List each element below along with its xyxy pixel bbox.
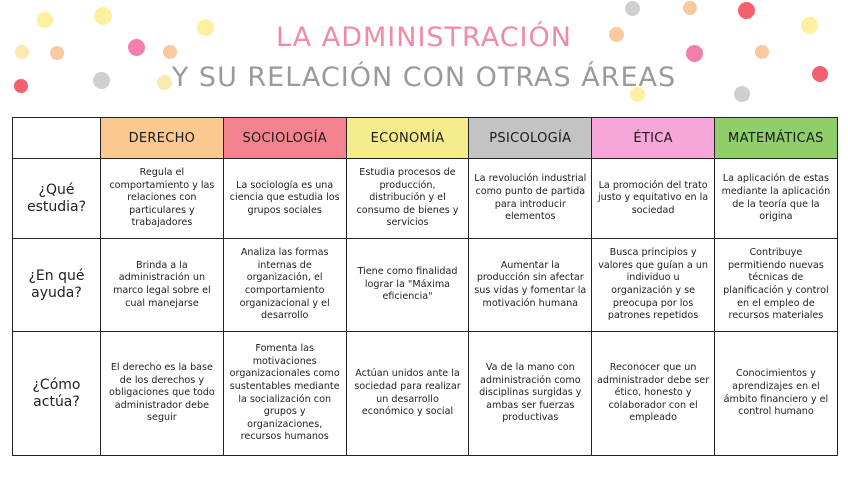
row-header-en-que-ayuda: ¿En qué ayuda? [13,239,101,332]
decor-dot [683,1,697,15]
table-cell: Estudia procesos de producción, distribución y el consumo de bienes y servicios [346,159,469,239]
table-cell: Va de la mano con administración como disciplinas surgidas y ambas ser fuerzas productivas [469,332,592,456]
column-header-matematicas: MATEMÁTICAS [714,118,837,159]
table-cell: La sociología es una ciencia que estudia los grupos sociales [223,159,346,239]
table-cell: Brinda a la administración un marco legal sobre el cual manejarse [101,239,224,332]
column-header-derecho: DERECHO [101,118,224,159]
corner-cell [13,118,101,159]
table-cell: La aplicación de estas mediante la aplicación de la teoría que la origina [714,159,837,239]
table-cell: Tiene como finalidad lograr la "Máxima eficiencia" [346,239,469,332]
table-cell: Analiza las formas internas de organización, el comportamiento organizacional y el desarrollo [223,239,346,332]
column-header-psicologia: PSICOLOGÍA [469,118,592,159]
table-cell: Fomenta las motivaciones organizacionales como sustentables mediante la socialización con grupos y organizaciones, recursos humanos [223,332,346,456]
column-header-economia: ECONOMÍA [346,118,469,159]
table-cell: La revolución industrial como punto de partida para introducir elementos [469,159,592,239]
table-cell: Reconocer que un administrador debe ser ético, honesto y colaborador con el empleado [592,332,715,456]
table-cell: El derecho es la base de los derechos y obligaciones que todo administrador debe seguir [101,332,224,456]
page-title: LA ADMINISTRACIÓN [276,22,572,53]
decor-dot [738,2,755,19]
decor-dot [625,1,640,16]
header-row [13,118,838,159]
row-header-que-estudia: ¿Qué estudia? [13,159,101,239]
table-cell: Busca principios y valores que guían a un individuo u organización y se preocupa por los patrones repetidos [592,239,715,332]
table-cell: Aumentar la producción sin afectar sus vidas y fomentar la motivación humana [469,239,592,332]
column-header-sociologia: SOCIOLOGÍA [223,118,346,159]
comparison-table [12,117,838,456]
table-row [13,159,838,239]
page-subtitle: Y SU RELACIÓN CON OTRAS ÁREAS [171,62,677,93]
table-cell: Regula el comportamiento y las relaciones con particulares y trabajadores [101,159,224,239]
table-row [13,239,838,332]
table-cell: Conocimientos y aprendizajes en el ámbito financiero y el control humano [714,332,837,456]
table-row [13,332,838,456]
row-header-como-actua: ¿Cómo actúa? [13,332,101,456]
column-header-etica: ÉTICA [592,118,715,159]
table-cell: Contribuye permitiendo nuevas técnicas de planificación y control en el empleo de recursos materiales [714,239,837,332]
table-cell: La promoción del trato justo y equitativo en la sociedad [592,159,715,239]
table-cell: Actúan unidos ante la sociedad para realizar un desarrollo económico y social [346,332,469,456]
